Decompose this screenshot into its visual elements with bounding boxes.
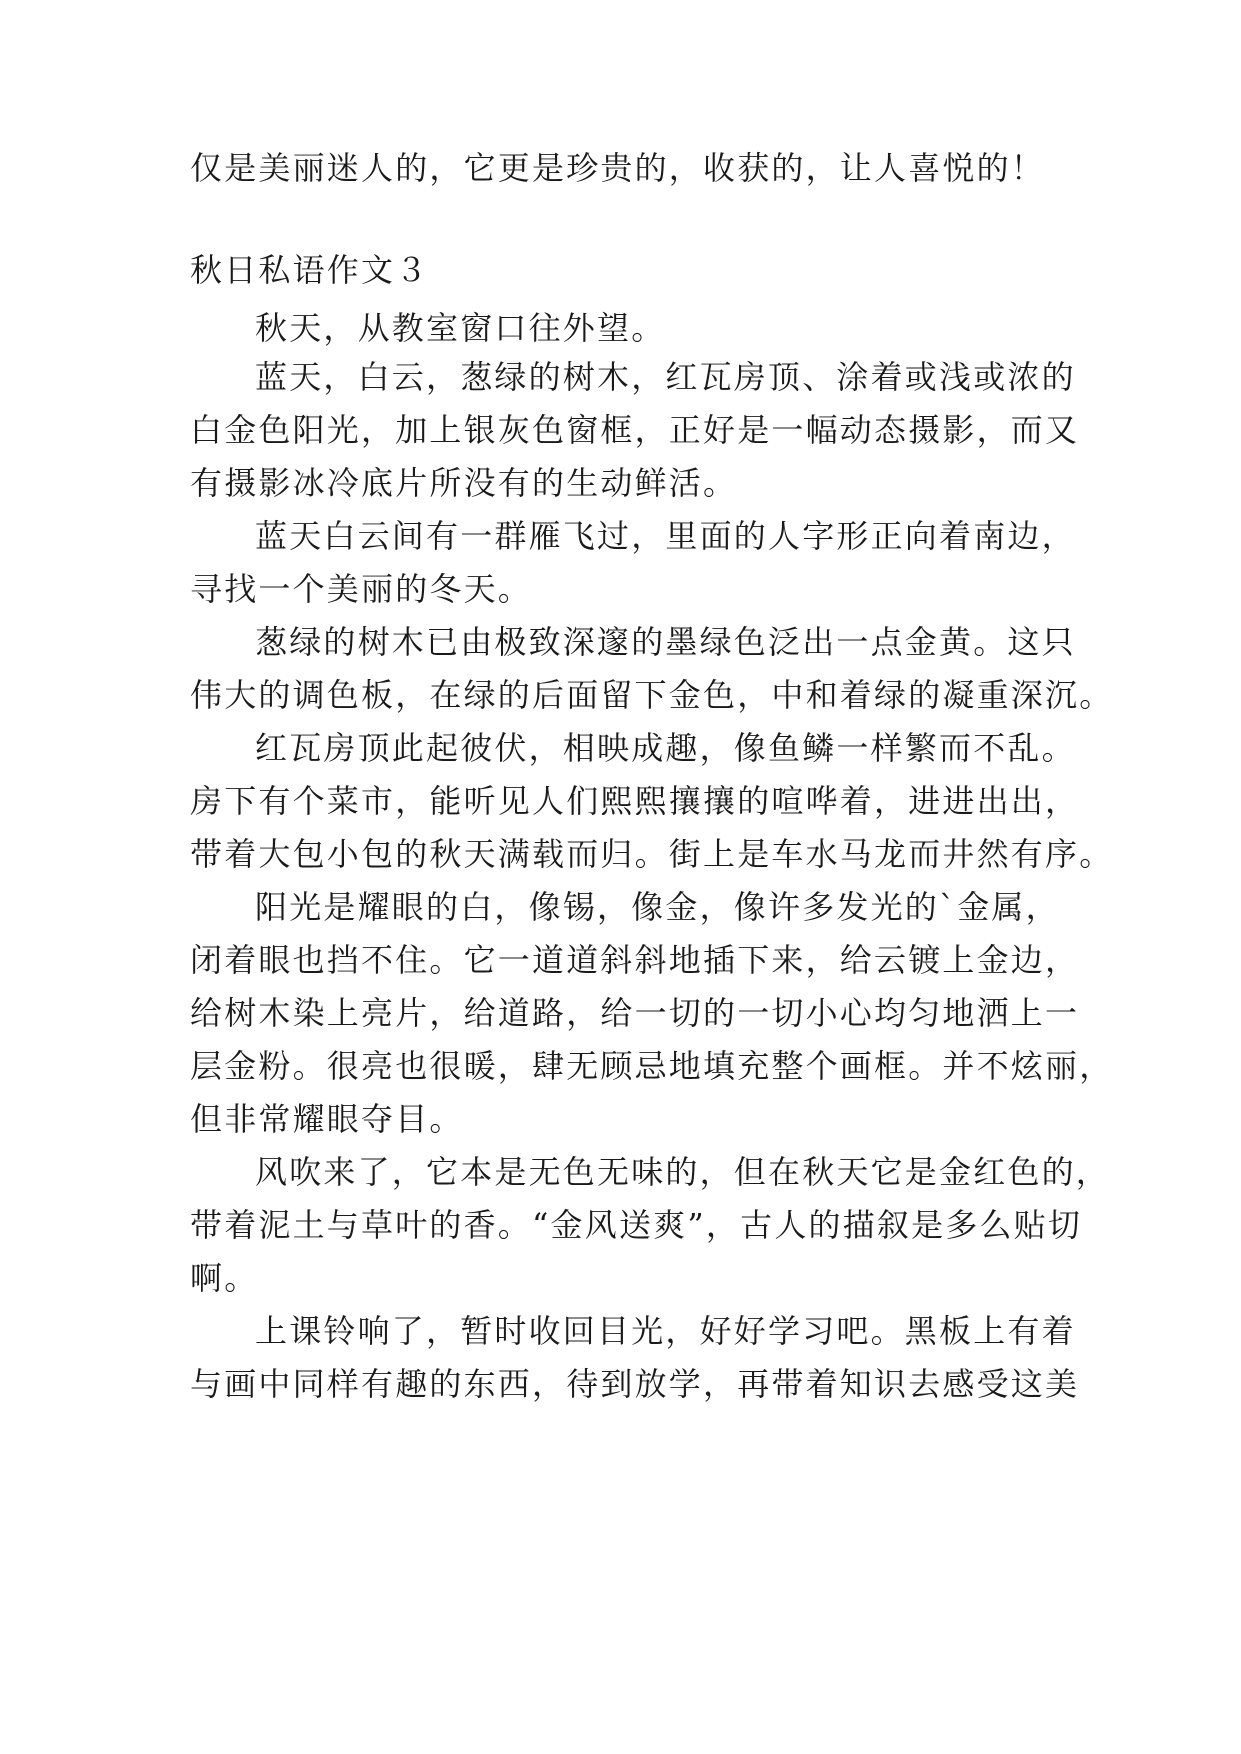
paragraph-line: 红瓦房顶此起彼伏，相映成趣，像鱼鳞一样繁而不乱。 — [255, 729, 1076, 767]
paragraph-line: 风吹来了，它本是无色无味的，但在秋天它是金红色的， — [255, 1153, 1111, 1191]
paragraph-line: 给树木染上亮片，给道路，给一切的一切小心均匀地洒上一 — [190, 994, 1080, 1032]
paragraph-line: 层金粉。很亮也很暖，肆无顾忌地填充整个画框。并不炫丽， — [190, 1047, 1114, 1085]
paragraph-line: 与画中同样有趣的东西，待到放学，再带着知识去感受这美 — [190, 1365, 1080, 1403]
section-title: 秋日私语作文３ — [190, 251, 430, 289]
paragraph-line: 白金色阳光，加上银灰色窗框，正好是一幅动态摄影，而又 — [190, 411, 1080, 449]
paragraph-line: 葱绿的树木已由极致深邃的墨绿色泛出一点金黄。这只 — [255, 623, 1076, 661]
paragraph-line: 寻找一个美丽的冬天。 — [190, 570, 533, 608]
paragraph-line: 阳光是耀眼的白，像锡，像金，像许多发光的`金属， — [255, 888, 1060, 926]
paragraph-line: 啊。 — [190, 1259, 259, 1297]
paragraph-line: 上课铃响了，暂时收回目光，好好学习吧。黑板上有着 — [255, 1312, 1076, 1350]
paragraph-line: 但非常耀眼夺目。 — [190, 1100, 464, 1138]
paragraph-line: 带着泥土与草叶的香。“金风送爽”，古人的描叙是多么贴切 — [190, 1206, 1083, 1244]
paragraph-line: 蓝天白云间有一群雁飞过，里面的人字形正向着南边， — [255, 517, 1076, 555]
paragraph-line: 蓝天，白云，葱绿的树木，红瓦房顶、涂着或浅或浓的 — [255, 358, 1076, 396]
paragraph-line: 仅是美丽迷人的，它更是珍贵的，收获的，让人喜悦的！ — [190, 149, 1046, 187]
paragraph-line: 房下有个菜市，能听见人们熙熙攘攘的喧哗着，进进出出， — [190, 782, 1080, 820]
paragraph-line: 有摄影冰冷底片所没有的生动鲜活。 — [190, 464, 738, 502]
paragraph-line: 闭着眼也挡不住。它一道道斜斜地插下来，给云镀上金边， — [190, 941, 1080, 979]
paragraph-line: 带着大包小包的秋天满载而归。街上是车水马龙而井然有序。 — [190, 835, 1114, 873]
paragraph-line: 伟大的调色板，在绿的后面留下金色，中和着绿的凝重深沉。 — [190, 676, 1114, 714]
paragraph-line: 秋天，从教室窗口往外望。 — [255, 309, 666, 347]
